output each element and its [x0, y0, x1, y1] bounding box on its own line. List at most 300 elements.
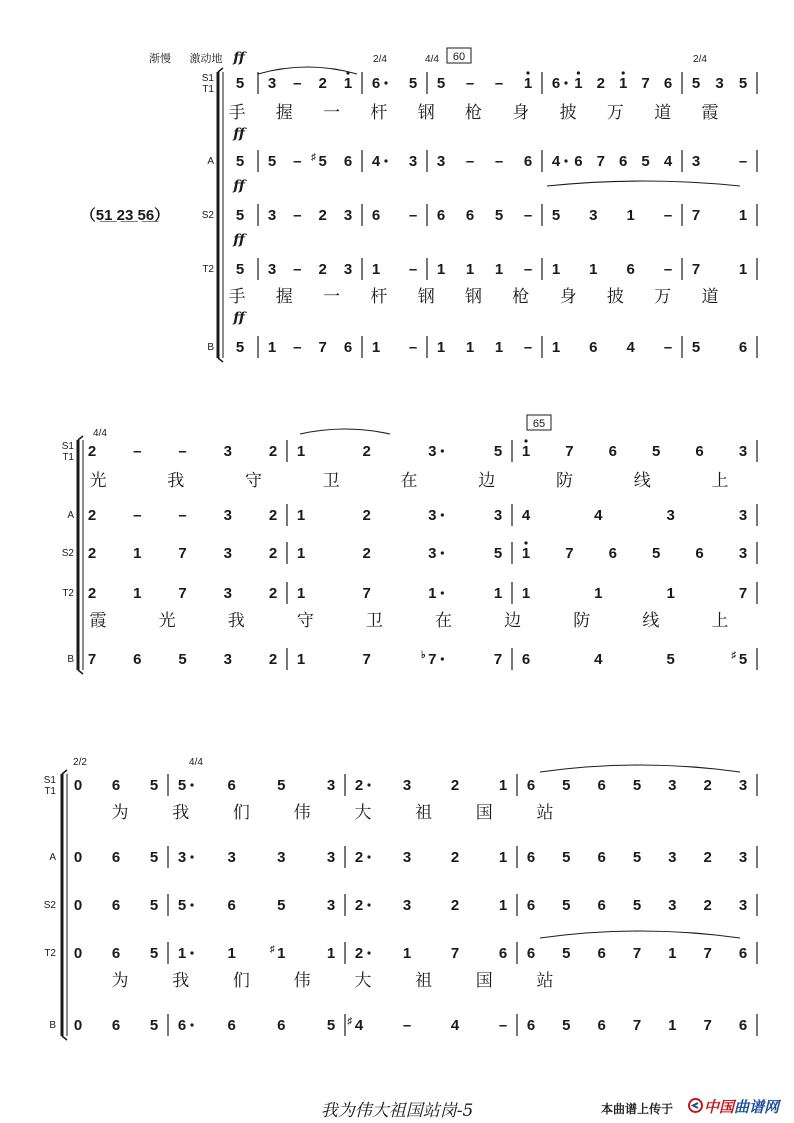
note-system-3-S1T1-4: 6	[227, 777, 236, 794]
note-system-3-A-2: 5	[149, 849, 159, 866]
note-system-1-A-16: 4	[663, 153, 673, 170]
note-system-3-B-14: 7	[632, 1017, 642, 1034]
note-system-1-B-5: 1	[371, 339, 381, 356]
note-system-2-S1T1-9: 1	[521, 443, 531, 460]
note-system-1-S1T1-19: 5	[738, 75, 748, 92]
system-1-S1T1-lyric-9: 道	[654, 103, 672, 123]
note-system-3-T2-13: 6	[597, 945, 606, 962]
note-system-1-S2-1: 3	[267, 207, 277, 224]
note-system-3-B-1: 6	[111, 1017, 121, 1034]
note-system-1-S1T1-12: 1	[574, 75, 583, 92]
system-1-B-label: B	[207, 342, 214, 353]
note-system-3-A-14: 5	[632, 849, 642, 866]
note-system-2-S1T1-6: 2	[362, 443, 371, 460]
note-system-1-S1T1-10-high-dot	[526, 71, 529, 74]
note-system-1-S2-11: 5	[551, 207, 561, 224]
note-system-3-B-17: 6	[738, 1017, 748, 1034]
note-system-3-S2-4: 6	[227, 897, 236, 914]
note-system-3-T2-5-accidental: ♯	[269, 944, 275, 955]
note-system-3-S2-6: 3	[326, 897, 336, 914]
note-system-3-S1T1-1: 6	[111, 777, 121, 794]
note-system-3-B-7: 4	[354, 1017, 364, 1034]
system-1-T2-lyric-5: 钢	[465, 287, 482, 307]
system-1-T2-lyric-0: 手	[228, 287, 246, 307]
system-2-B-label: B	[67, 654, 74, 665]
system-2-A-label: A	[67, 510, 74, 521]
note-system-2-S2-7: 3	[428, 545, 437, 562]
note-system-3-A-0: 0	[73, 849, 83, 866]
slur-sys1-b	[547, 181, 740, 186]
note-system-3-T2-8: 1	[402, 945, 412, 962]
note-system-3-B-12: 5	[562, 1017, 571, 1034]
system-3-S1T1-lyric-7: 站	[536, 803, 554, 823]
note-system-2-S2-13: 6	[695, 545, 704, 562]
note-system-3-T2-7-aug-dot	[367, 951, 370, 954]
note-system-3-A-15: 3	[668, 849, 677, 866]
note-system-1-A-10: 6	[523, 153, 533, 170]
note-system-1-S1T1-0: 5	[235, 75, 245, 92]
system-3-S1T1-label: T1	[44, 786, 56, 797]
system-3-B-dash-8: –	[402, 1017, 412, 1034]
rehearsal-65: 65	[532, 418, 546, 430]
note-system-3-B-3-aug-dot	[190, 1023, 193, 1026]
note-system-3-A-7: 2	[354, 849, 364, 866]
system-1-A-dash-8: –	[465, 153, 475, 170]
note-system-3-S1T1-6: 3	[326, 777, 336, 794]
system-3-T2-lyric-1: 我	[172, 971, 190, 991]
system-2-S1T1-lyric-8: 上	[711, 471, 729, 491]
note-system-3-A-12: 5	[562, 849, 571, 866]
note-system-3-S2-11: 6	[526, 897, 536, 914]
system-1-S1T1-lyric-8: 万	[606, 103, 624, 123]
note-system-1-S1T1-18: 3	[715, 75, 724, 92]
system-2-S1T1-lyric-4: 在	[400, 471, 418, 491]
note-system-1-A-14: 6	[619, 153, 628, 170]
note-system-2-B-1: 6	[133, 651, 142, 668]
note-system-3-S2-13: 6	[597, 897, 606, 914]
system-1-S1T1-lyric-10: 霞	[701, 103, 719, 123]
system-3-S2-label: S2	[43, 900, 56, 911]
note-system-1-B-16: 6	[738, 339, 748, 356]
note-system-3-S2-5: 5	[277, 897, 286, 914]
note-system-1-A-15: 5	[641, 153, 650, 170]
note-system-3-S1T1-7: 2	[354, 777, 364, 794]
note-system-2-S1T1-7-aug-dot	[441, 449, 444, 452]
note-system-1-S2-4: 3	[343, 207, 353, 224]
note-system-2-T2-6: 7	[362, 585, 371, 602]
slur-sys2-a	[300, 429, 390, 434]
system-1-T2-lyric-10: 道	[701, 287, 719, 307]
note-system-1-B-7: 1	[436, 339, 446, 356]
note-system-3-S2-9: 2	[450, 897, 460, 914]
system-2-bracket-top	[78, 436, 83, 440]
system-1-A-label: A	[207, 156, 214, 167]
note-system-1-S1T1-11: 6	[551, 75, 561, 92]
note-system-2-S2-14: 3	[738, 545, 748, 562]
note-system-3-A-11: 6	[526, 849, 536, 866]
system-1-B-dash-14: –	[663, 339, 673, 356]
note-system-2-S2-2: 7	[178, 545, 187, 562]
note-system-2-S2-1: 1	[133, 545, 142, 562]
note-system-3-T2-11: 6	[526, 945, 536, 962]
note-system-3-S2-1: 6	[111, 897, 121, 914]
note-system-2-B-5: 1	[296, 651, 306, 668]
system-1-S1T1-lyric-0: 手	[228, 103, 246, 123]
note-system-1-S2-16: 1	[738, 207, 748, 224]
note-system-3-T2-17: 6	[738, 945, 748, 962]
upload-note: 本曲谱上传于	[601, 1102, 674, 1116]
note-system-1-B-3: 7	[318, 339, 327, 356]
note-system-3-B-4: 6	[227, 1017, 236, 1034]
system-1-S1T1-lyric-4: 钢	[417, 103, 435, 123]
system-3-S1T1-lyric-2: 们	[232, 803, 250, 823]
system-3-T2-label: T2	[44, 948, 56, 959]
system-2-T2-lyric-3: 守	[296, 611, 314, 631]
note-system-2-B-7-accidental: ♭	[420, 650, 426, 661]
system-3-T2-lyric-7: 站	[536, 971, 554, 991]
note-system-3-S1T1-3: 5	[177, 777, 187, 794]
dynamic-ff-1: ff	[233, 126, 245, 142]
system-1-B-dash-6: –	[408, 339, 418, 356]
note-system-3-S2-15: 3	[668, 897, 677, 914]
time-change-4-4-a: 4/4	[425, 54, 439, 65]
note-system-3-B-16: 7	[703, 1017, 712, 1034]
note-system-1-A-11: 4	[551, 153, 561, 170]
note-system-2-T2-1: 1	[133, 585, 142, 602]
note-system-2-S1T1-11: 6	[608, 443, 617, 460]
note-system-3-B-13: 6	[597, 1017, 606, 1034]
note-system-3-S2-2: 5	[149, 897, 159, 914]
note-system-1-T2-0: 5	[235, 261, 245, 278]
note-system-1-S1T1-13: 2	[596, 75, 605, 92]
note-system-1-T2-15: 7	[691, 261, 701, 278]
note-system-3-S1T1-8: 3	[402, 777, 412, 794]
note-system-1-S2-8: 6	[465, 207, 475, 224]
note-system-3-A-13: 6	[597, 849, 606, 866]
system-1-T2-lyric-3: 杆	[370, 287, 388, 307]
note-system-3-S2-14: 5	[632, 897, 642, 914]
system-1-A-dash-2: –	[293, 153, 302, 170]
note-system-3-A-5: 3	[277, 849, 286, 866]
note-system-2-A-8: 3	[493, 507, 503, 524]
system-3-T2-lyric-2: 们	[232, 971, 250, 991]
note-system-2-A-7-aug-dot	[441, 513, 444, 516]
system-1-S2-dash-2: –	[293, 207, 302, 224]
system-1-T2-lyric-4: 钢	[417, 287, 435, 307]
note-system-3-S2-16: 2	[703, 897, 712, 914]
note-system-3-S1T1-9: 2	[450, 777, 460, 794]
note-system-3-S2-8: 3	[402, 897, 412, 914]
note-system-2-T2-7-aug-dot	[441, 591, 444, 594]
system-3-S1T1-lyric-0: 为	[111, 803, 129, 823]
note-system-3-T2-4: 1	[227, 945, 236, 962]
system-3-T2-lyric-3: 伟	[293, 971, 311, 991]
system-2-T2-lyric-4: 卫	[365, 611, 383, 631]
note-system-3-B-3: 6	[177, 1017, 187, 1034]
note-system-3-S1T1-7-aug-dot	[367, 783, 370, 786]
dynamic-ff-4: ff	[233, 310, 245, 326]
system-1-S1T1-lyric-5: 枪	[465, 103, 482, 123]
slur-sys3-a	[540, 765, 740, 772]
system-1-T2-dash-2: –	[293, 261, 302, 278]
note-system-2-T2-4: 2	[268, 585, 278, 602]
note-system-3-T2-7: 2	[354, 945, 364, 962]
slur-sys3-b	[540, 931, 740, 938]
note-system-3-S2-7: 2	[354, 897, 364, 914]
time-change-2-4-b: 2/4	[693, 54, 707, 65]
note-system-1-S1T1-5-aug-dot	[384, 81, 387, 84]
system-2-S1T1-lyric-2: 守	[245, 471, 262, 491]
note-system-2-T2-0: 2	[87, 585, 97, 602]
note-system-1-A-4: 6	[343, 153, 353, 170]
system-2-T2-lyric-7: 防	[573, 611, 591, 631]
time-change-2-4-a: 2/4	[373, 54, 387, 65]
note-system-2-S2-5: 1	[296, 545, 306, 562]
note-system-1-S1T1-3: 2	[318, 75, 327, 92]
note-system-3-S1T1-3-aug-dot	[190, 783, 193, 786]
system-2-S1T1-dash-2: –	[178, 443, 187, 460]
note-system-2-T2-9: 1	[521, 585, 531, 602]
note-system-3-S1T1-2: 5	[149, 777, 159, 794]
system-3-T2-lyric-0: 为	[111, 971, 129, 991]
system-1-bracket-top	[218, 68, 223, 72]
note-system-2-S2-12: 5	[652, 545, 661, 562]
note-system-1-S1T1-11-aug-dot	[564, 81, 567, 84]
system-2-T2-lyric-0: 霞	[89, 611, 107, 631]
note-system-3-S1T1-11: 6	[526, 777, 536, 794]
dynamic-ff-3: ff	[233, 232, 245, 248]
note-system-3-A-7-aug-dot	[367, 855, 370, 858]
site-logo-icon	[688, 1098, 703, 1113]
note-system-1-A-5-aug-dot	[384, 159, 387, 162]
note-system-1-B-11: 1	[551, 339, 561, 356]
note-system-3-B-15: 1	[668, 1017, 677, 1034]
note-system-2-B-8: 7	[493, 651, 503, 668]
site-name-blue: 曲谱网	[734, 1099, 780, 1116]
note-system-2-A-11: 3	[666, 507, 675, 524]
note-system-3-B-9: 4	[450, 1017, 460, 1034]
note-system-1-T2-4: 3	[343, 261, 353, 278]
note-system-1-S1T1-16: 6	[663, 75, 673, 92]
note-system-2-S2-9-high-dot	[524, 541, 527, 544]
note-system-1-T2-12: 1	[589, 261, 598, 278]
system-3-S1T1-lyric-3: 伟	[293, 803, 311, 823]
note-system-3-B-0: 0	[73, 1017, 83, 1034]
system-1-S1T1-dash-2: –	[293, 75, 302, 92]
system-2-S2-label: S2	[61, 548, 74, 559]
note-system-2-S2-7-aug-dot	[441, 551, 444, 554]
note-system-1-S2-12: 3	[589, 207, 598, 224]
system-1-A-dash-9: –	[494, 153, 504, 170]
note-system-2-B-11: 5	[666, 651, 675, 668]
system-1-S2-label: S2	[201, 210, 214, 221]
note-system-1-S2-3: 2	[318, 207, 327, 224]
system-2-S1T1-dash-1: –	[133, 443, 142, 460]
note-system-2-B-10: 4	[594, 651, 603, 668]
note-system-2-S1T1-13: 6	[695, 443, 704, 460]
note-system-2-T2-10: 1	[594, 585, 603, 602]
note-system-3-S2-0: 0	[73, 897, 83, 914]
system-3-S1T1-lyric-1: 我	[172, 803, 190, 823]
system-1-T2-lyric-6: 枪	[512, 287, 530, 307]
note-system-3-S1T1-5: 5	[277, 777, 286, 794]
system-3-T2-lyric-6: 国	[475, 971, 493, 991]
note-system-3-B-7-accidental: ♯	[347, 1016, 353, 1027]
note-system-2-A-5: 1	[296, 507, 306, 524]
note-system-2-B-2: 5	[178, 651, 187, 668]
site-name-red: 中国	[704, 1099, 735, 1116]
dynamic-ff-0: ff	[233, 50, 245, 66]
note-system-3-A-1: 6	[111, 849, 121, 866]
slur-sys1-a	[258, 67, 357, 74]
note-system-2-S2-0: 2	[87, 545, 97, 562]
system-1-S1T1-lyric-7: 披	[559, 103, 577, 123]
note-system-3-S1T1-17: 3	[738, 777, 748, 794]
note-system-1-S1T1-5: 6	[371, 75, 381, 92]
system-3-S1T1-lyric-6: 国	[475, 803, 493, 823]
note-system-3-S1T1-15: 3	[668, 777, 677, 794]
system-1-S1T1-dash-8: –	[465, 75, 475, 92]
system-1-T2-lyric-2: 一	[323, 287, 341, 307]
note-system-1-S2-9: 5	[494, 207, 504, 224]
system-1-T2-label: T2	[202, 264, 214, 275]
note-system-1-B-8: 1	[465, 339, 475, 356]
note-system-2-A-10: 4	[594, 507, 603, 524]
note-system-1-A-11-aug-dot	[564, 159, 567, 162]
tempo-mark-agitated: 激动地	[189, 52, 223, 65]
note-system-2-A-6: 2	[362, 507, 371, 524]
system-1-T2-dash-14: –	[663, 261, 673, 278]
note-system-1-S2-13: 1	[626, 207, 635, 224]
note-system-1-A-17: 3	[691, 153, 701, 170]
dynamic-ff-2: ff	[233, 178, 245, 194]
note-system-3-S1T1-16: 2	[703, 777, 712, 794]
system-2-A-dash-1: –	[133, 507, 142, 524]
note-system-1-A-6: 3	[408, 153, 418, 170]
note-system-2-B-7-aug-dot	[441, 657, 444, 660]
system-2-T2-lyric-9: 上	[711, 611, 729, 631]
note-system-3-T2-2: 5	[149, 945, 159, 962]
system-3-A-label: A	[49, 852, 56, 863]
system-3-bracket-top	[62, 770, 67, 774]
note-system-3-S2-10: 1	[498, 897, 508, 914]
system-1-B-dash-2: –	[293, 339, 302, 356]
system-1-T2-lyric-1: 握	[275, 287, 293, 307]
note-system-1-S2-5: 6	[371, 207, 381, 224]
system-2-S1T1-lyric-1: 我	[167, 471, 185, 491]
system-1-S2-dash-6: –	[408, 207, 418, 224]
system-1-S2-dash-10: –	[523, 207, 533, 224]
system-1-S1T1-label: T1	[202, 84, 214, 95]
note-system-2-S1T1-4: 2	[268, 443, 278, 460]
note-system-3-A-10: 1	[498, 849, 508, 866]
system-1-T2-lyric-7: 身	[559, 287, 577, 307]
note-system-2-S1T1-0: 2	[87, 443, 97, 460]
note-system-2-S1T1-9-high-dot	[524, 439, 527, 442]
note-system-2-S2-9: 1	[521, 545, 531, 562]
note-system-2-S1T1-8: 5	[493, 443, 503, 460]
system-2-bracket-bottom	[78, 670, 83, 674]
note-system-3-A-9: 2	[450, 849, 460, 866]
note-system-3-A-4: 3	[227, 849, 236, 866]
note-system-1-B-0: 5	[235, 339, 245, 356]
note-system-1-S2-15: 7	[691, 207, 701, 224]
note-system-3-S1T1-10: 1	[498, 777, 508, 794]
note-system-1-T2-11: 1	[551, 261, 561, 278]
system-1-S1T1-label: S1	[201, 73, 214, 84]
note-system-2-B-12: 5	[738, 651, 748, 668]
note-system-1-T2-9: 1	[494, 261, 504, 278]
note-system-1-T2-1: 3	[267, 261, 277, 278]
system-2-T2-lyric-8: 线	[642, 611, 660, 631]
note-system-3-B-11: 6	[526, 1017, 536, 1034]
note-system-1-S1T1-4: 1	[343, 75, 353, 92]
note-system-1-T2-3: 2	[318, 261, 327, 278]
note-system-2-A-12: 3	[738, 507, 748, 524]
system-3-B-dash-10: –	[498, 1017, 508, 1034]
site-name[interactable]	[704, 1096, 779, 1117]
note-system-1-S1T1-14-high-dot	[622, 71, 625, 74]
system-1-S1T1-lyric-6: 身	[512, 103, 530, 123]
system-3-S1T1-label: S1	[43, 775, 56, 786]
note-system-3-A-16: 2	[703, 849, 712, 866]
note-system-3-S1T1-0: 0	[73, 777, 83, 794]
system-1-T2-dash-10: –	[523, 261, 533, 278]
rehearsal-60: 60	[452, 51, 466, 63]
note-system-1-S1T1-17: 5	[691, 75, 701, 92]
note-system-3-S2-3: 5	[177, 897, 187, 914]
system-2-T2-label: T2	[62, 588, 74, 599]
note-system-2-S2-10: 7	[565, 545, 574, 562]
system-3-bracket-bottom	[62, 1036, 67, 1040]
note-system-3-S2-12: 5	[562, 897, 571, 914]
note-system-1-A-3-accidental: ♯	[311, 152, 317, 163]
note-system-2-B-0: 7	[87, 651, 97, 668]
note-system-3-T2-16: 7	[703, 945, 712, 962]
note-system-3-T2-10: 6	[498, 945, 508, 962]
system-2-T2-lyric-2: 我	[227, 611, 245, 631]
note-system-3-T2-3: 1	[177, 945, 187, 962]
note-system-3-S1T1-12: 5	[562, 777, 571, 794]
note-system-2-A-7: 3	[428, 507, 437, 524]
system-1-A-dash-18: –	[738, 153, 748, 170]
note-system-3-S1T1-14: 5	[632, 777, 642, 794]
note-system-2-T2-5: 1	[296, 585, 306, 602]
system-3-T2-lyric-5: 祖	[415, 971, 433, 991]
note-system-1-T2-7: 1	[436, 261, 446, 278]
note-system-2-T2-8: 1	[493, 585, 503, 602]
time-change-2-2: 2/2	[73, 757, 87, 768]
system-1-T2-dash-6: –	[408, 261, 418, 278]
system-1-S1T1-dash-9: –	[494, 75, 504, 92]
note-system-2-S2-4: 2	[268, 545, 278, 562]
note-system-1-S1T1-14: 1	[619, 75, 628, 92]
time-change-4-4-b: 4/4	[93, 428, 107, 439]
note-system-2-T2-11: 1	[666, 585, 675, 602]
system-1-T2-lyric-9: 万	[654, 287, 672, 307]
time-change-4-4-c: 4/4	[189, 757, 203, 768]
note-system-1-S1T1-15: 7	[641, 75, 650, 92]
note-system-3-A-17: 3	[738, 849, 748, 866]
note-system-1-A-3: 5	[318, 153, 327, 170]
system-2-S1T1-label: T1	[62, 452, 74, 463]
note-system-2-S1T1-10: 7	[565, 443, 574, 460]
note-system-3-A-3-aug-dot	[190, 855, 193, 858]
system-3-S1T1-lyric-5: 祖	[415, 803, 433, 823]
system-1-S1T1-lyric-2: 一	[323, 103, 341, 123]
system-1-T2-lyric-8: 披	[606, 287, 624, 307]
system-3-T2-lyric-4: 大	[354, 971, 372, 991]
